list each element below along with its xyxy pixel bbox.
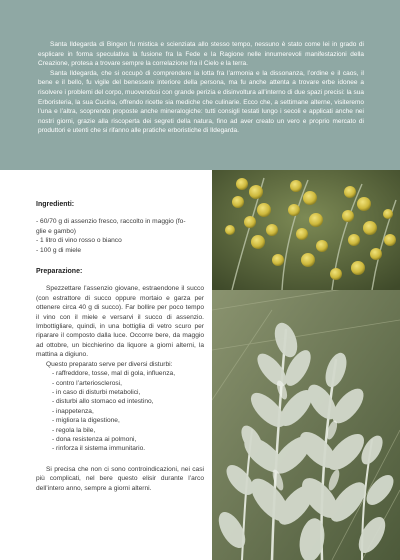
ingredient-item: - 1 litro di vino rosso o bianco: [36, 237, 122, 245]
disturbo-item: - inappetenza,: [52, 407, 94, 415]
ingredient-item: - 60/70 g di assenzio fresco, raccolto in maggio (fo-: [36, 218, 186, 226]
intro-paragraph-2: Santa Ildegarda, che si occupò di comprendere la lotta fra l’armonia e la dissonanza, l’ordine e il caos, il bene e il bello, fu vigile del benessere interiore della persona, ma fu anche attenta a trovare erbe idonee a risolvere i problemi del corpo, muovendosi con grande perizia e disinvoltura all’interno di due spazi precisi: la sua Erboristeria, la sua Cucina, offrendo ricette sia mediche che culinarie. Ecco che, a settimane alterne, visiteremo l’una e l’altra, scoprendo proposte anche mineralogiche: tutti consigli testati lungo i secoli e applicati anche nei nostri giorni, grazie alla riscoperta dei segreti della natura, fino ad aver creato un vero e proprio mercato di produttori e utenti che si rifanno alle pratiche erboristiche di Ildegarda.: [38, 69, 364, 135]
disturbo-item: - rinforza il sistema immunitario.: [52, 445, 146, 453]
disturbo-item: - dona resistenza ai polmoni,: [52, 435, 137, 443]
disturbo-item: - raffreddore, tosse, mal di gola, influenza,: [52, 370, 176, 378]
ingredients-title: Ingredienti:: [36, 201, 75, 208]
disturbo-item: - regola la bile,: [52, 426, 96, 434]
disturbo-item: - migliora la digestione,: [52, 417, 120, 425]
closing-note: Si precisa che non ci sono controindicazioni, nei casi più complicati, nel bere questo elisir durante l’arco dell’intero anno, sempre a giorni alterni.: [36, 465, 204, 492]
recipe-column: [36, 200, 204, 493]
preparation-text: Spezzettare l’assenzio giovane, estraendone il succo (con estrattore di succo oppure mortaio e garza per ottenere circa 40 g di succo). Far bollire per poco tempo il vino con il miele e versarvi il succo di assenzio. Imbottigliare, quindi, in una bottiglia di vetro scuro per riparare il composto dalla luce. Occorre bere, da maggio ad ottobre, un bicchierino da liquore a giorni alterni, la mattina a digiuno.: [36, 285, 204, 359]
wormwood-flowers-photo: [212, 170, 400, 290]
ingredient-item: glie e gambo): [36, 227, 76, 235]
disturbi-list: [36, 369, 204, 454]
intro-band: [0, 0, 400, 170]
disturbo-item: - contro l’arteriosclerosi,: [52, 379, 122, 387]
preparation-title: Preparazione:: [36, 268, 83, 276]
intro-paragraph-1: Santa Ildegarda di Bingen fu mistica e scienziata allo stesso tempo, nessuno è stato come lei in grado di esplicare in forma speculativa la fusione fra la Fede e la Ragione nelle innumerevoli manifestazioni della Creazione, protesa a trovare sempre la correlazione fra il Cielo e la terra.: [38, 41, 364, 68]
disturbi-intro: Questo preparato serve per diversi disturbi:: [46, 360, 173, 368]
wormwood-foliage-photo: [212, 290, 400, 560]
ingredient-item: - 100 g di miele: [36, 246, 82, 254]
ingredients-list: [36, 217, 204, 255]
disturbo-item: - in caso di disturbi metabolici,: [52, 388, 141, 396]
disturbo-item: - disturbi allo stomaco ed intestino,: [52, 398, 154, 406]
